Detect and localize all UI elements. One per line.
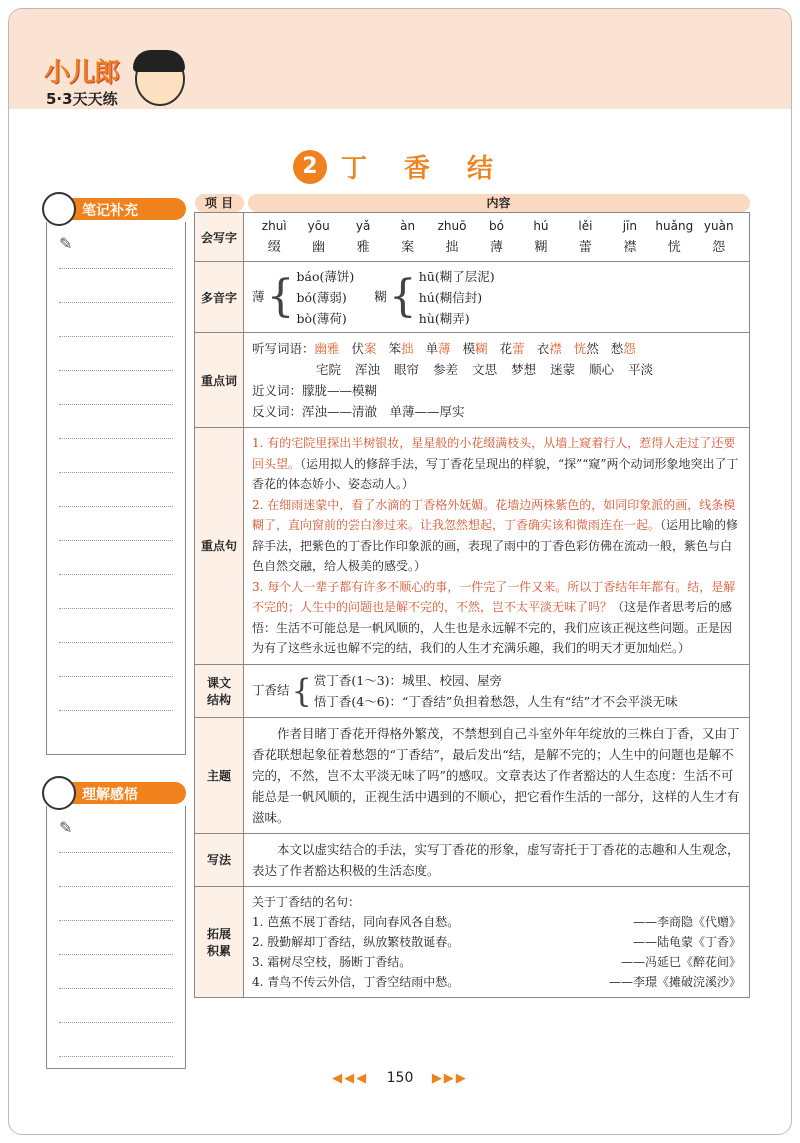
antonyms: 反义词：浑浊——清澈 单薄——厚实 bbox=[252, 404, 465, 419]
header-content: 内容 bbox=[248, 194, 750, 212]
dictation-word: 眼帘 bbox=[394, 362, 420, 377]
label-key-sentences: 重点句 bbox=[195, 428, 244, 665]
branch: 赏丁香(1～3)：城里、校园、屋旁 bbox=[313, 672, 503, 688]
notes-box[interactable] bbox=[46, 222, 186, 755]
writing-char bbox=[608, 216, 652, 258]
row-theme bbox=[195, 717, 750, 833]
pinyin: yǎ bbox=[355, 219, 371, 233]
reading: hù(糊弄) bbox=[418, 310, 470, 326]
brace-icon: { bbox=[266, 271, 295, 322]
avatar-icon bbox=[42, 776, 76, 810]
char: 襟 bbox=[623, 240, 637, 255]
writing-char bbox=[652, 216, 696, 258]
understanding-panel bbox=[46, 782, 186, 1069]
dictation-word: 参差 bbox=[433, 362, 459, 377]
lesson-title bbox=[0, 148, 800, 185]
writing-char bbox=[519, 216, 563, 258]
char: 怨 bbox=[712, 240, 726, 255]
pinyin: àn bbox=[400, 219, 416, 233]
writing-char bbox=[252, 216, 296, 258]
brace-icon: { bbox=[388, 271, 417, 322]
structure-branches bbox=[314, 670, 678, 712]
lesson-title-text: 丁 香 结 bbox=[340, 154, 508, 184]
pinyin-row bbox=[252, 216, 741, 258]
dictation-word: 文思 bbox=[472, 362, 498, 377]
sentence-2: 2. 在细雨迷蒙中，看了水滴的丁香格外妩媚。花墙边两株紫色的，如同印象派的画，线条模糊了，直向窗前的尝白渗过来。让我忽然想起，丁香确实该和微雨连在一起。（运用比喻的修辞手法，把紫色的丁香比作印象派的画，表现了雨中的丁香色彩仿佛在流动一般，紫色与白色自然交融，给人极美的感受。） bbox=[252, 497, 739, 573]
page-number: 150 bbox=[386, 1070, 414, 1086]
extension-intro: 关于丁香结的名句： bbox=[252, 894, 361, 909]
writing-char bbox=[563, 216, 607, 258]
header-item: 项 目 bbox=[195, 194, 244, 212]
pinyin: zhuō bbox=[437, 219, 467, 233]
avatar-icon bbox=[42, 192, 76, 226]
dictation-word: 模糊 bbox=[462, 341, 488, 356]
char: 拙 bbox=[445, 240, 459, 255]
dictation-word: 顺心 bbox=[589, 362, 615, 377]
prev-page-icon[interactable]: ◀◀◀ bbox=[332, 1071, 369, 1086]
reading: hú(糊信封) bbox=[418, 289, 483, 305]
pinyin: jīn bbox=[622, 219, 637, 233]
dictation-word: 衣襟 bbox=[536, 341, 562, 356]
reading: báo(薄饼) bbox=[296, 268, 355, 284]
label-method: 写法 bbox=[195, 833, 244, 886]
pinyin: huǎng bbox=[655, 219, 694, 233]
writing-char bbox=[697, 216, 741, 258]
row-structure bbox=[195, 664, 750, 717]
structure-root: 丁香结 bbox=[252, 682, 290, 697]
extension-line: 2. 殷勤解却丁香结，纵放繁枝散诞春。 ——陆龟蒙《丁香》 bbox=[252, 934, 741, 949]
char: 雅 bbox=[356, 240, 370, 255]
dictation-word: 花蕾 bbox=[499, 341, 525, 356]
row-extension bbox=[195, 886, 750, 997]
dictation-word: 愁怨 bbox=[610, 341, 636, 356]
understanding-box[interactable] bbox=[46, 806, 186, 1069]
label-writing-chars: 会写字 bbox=[195, 213, 244, 262]
understanding-header bbox=[46, 782, 186, 804]
polyphone-char-2: 糊 bbox=[374, 288, 387, 304]
dictation-word: 梦想 bbox=[511, 362, 537, 377]
polyphone-readings-2 bbox=[419, 266, 495, 329]
notes-header bbox=[46, 198, 186, 220]
label-polyphones: 多音字 bbox=[195, 262, 244, 333]
pinyin: bó bbox=[489, 219, 504, 233]
pinyin: zhuì bbox=[261, 219, 287, 233]
brace-icon: { bbox=[291, 671, 312, 710]
dictation-word: 笨拙 bbox=[388, 341, 414, 356]
sentence-1: 1. 有的宅院里探出半树银妆，星星般的小花缀满枝头，从墙上窥着行人，惹得人走过了还要回头望。（运用拟人的修辞手法，写丁香花呈现出的样貌，“探”“窥”两个动词形象地突出了丁香花的体态娇小、姿态动人。） bbox=[252, 436, 739, 491]
pinyin: yōu bbox=[307, 219, 330, 233]
dictation-line-1: 听写词语：幽雅 伏案 笨拙 单薄 模糊 花蕾 衣襟 恍然 愁怨 bbox=[252, 341, 636, 356]
dictation-line-2 bbox=[252, 359, 741, 380]
row-polyphones bbox=[195, 262, 750, 333]
row-key-sentences bbox=[195, 428, 750, 665]
notes-panel bbox=[46, 198, 186, 755]
pencil-icon: ✎ bbox=[59, 234, 73, 253]
notes-title: 笔记补充 bbox=[82, 203, 138, 219]
brand-logo bbox=[40, 50, 190, 112]
dictation-word: 单薄 bbox=[425, 341, 451, 356]
branch: 悟丁香(4～6)：“丁香结”负担着愁怨，人生有“结”才不会平淡无味 bbox=[313, 693, 678, 709]
lesson-number: 2 bbox=[293, 150, 327, 184]
extension-line: 3. 霜树尽空枝，肠断丁香结。 ——冯延巳《醉花间》 bbox=[252, 954, 741, 969]
writing-char bbox=[474, 216, 518, 258]
page-footer bbox=[0, 1070, 800, 1086]
polyphone-char-1: 薄 bbox=[252, 288, 265, 304]
method-text: 本文以虚实结合的手法，实写丁香花的形象，虚写寄托于丁香花的志趣和人生观念，表达了作者豁达积极的生活态度。 bbox=[244, 833, 750, 886]
polyphone-readings-1 bbox=[297, 266, 355, 329]
writing-char bbox=[296, 216, 340, 258]
label-structure: 课文 结构 bbox=[195, 664, 244, 717]
pinyin: lěi bbox=[578, 219, 593, 233]
char: 薄 bbox=[489, 240, 503, 255]
synonyms: 近义词：朦胧——模糊 bbox=[252, 383, 378, 398]
writing-char bbox=[341, 216, 385, 258]
understanding-title: 理解感悟 bbox=[82, 787, 138, 803]
row-writing-chars bbox=[195, 213, 750, 262]
pencil-icon: ✎ bbox=[59, 818, 73, 837]
dictation-word: 浑浊 bbox=[355, 362, 381, 377]
pinyin: hú bbox=[533, 219, 549, 233]
dictation-word: 伏案 bbox=[351, 341, 377, 356]
next-page-icon[interactable]: ▶▶▶ bbox=[431, 1071, 468, 1086]
mascot-hair bbox=[133, 50, 185, 72]
content-table bbox=[194, 194, 750, 998]
brand-name: 小儿郎 bbox=[44, 58, 120, 88]
reading: hū(糊了层泥) bbox=[418, 268, 495, 284]
reading: bò(薄荷) bbox=[296, 310, 347, 326]
extension-line: 1. 芭蕉不展丁香结，同向春风各自愁。 ——李商隐《代赠》 bbox=[252, 914, 741, 929]
dictation-word: 幽雅 bbox=[314, 341, 340, 356]
char: 糊 bbox=[534, 240, 548, 255]
row-key-words bbox=[195, 333, 750, 428]
brand-series: 5·3天天练 bbox=[46, 90, 118, 108]
char: 案 bbox=[401, 240, 415, 255]
dictation-word: 平淡 bbox=[628, 362, 654, 377]
char: 恍 bbox=[667, 240, 681, 255]
label-key-words: 重点词 bbox=[195, 333, 244, 428]
writing-char bbox=[385, 216, 429, 258]
dictation-word: 宅院 bbox=[316, 362, 342, 377]
dictation-word: 迷蒙 bbox=[550, 362, 576, 377]
sentence-3: 3. 每个人一辈子都有许多不顺心的事，一件完了一件又来。所以丁香结年年都有。结，是解不完的；人生中的问题也是解不完的，不然，岂不太平淡无味了吗？（这是作者思考后的感悟：生活不可能总是一帆风顺的，人生也是永远解不完的，我们应该正视这些问题。正是因为有了这些永远也解不完的结，我们的人生才充满乐趣，我们的明天才更加灿烂。） bbox=[252, 579, 736, 655]
pinyin: yuàn bbox=[703, 219, 734, 233]
char: 幽 bbox=[312, 240, 326, 255]
theme-text: 作者目睹丁香花开得格外繁茂，不禁想到自己斗室外年年绽放的三株白丁香，又由丁香花联想起象征着愁怨的“丁香结”，最后发出“结，是解不完的；人生中的问题也是解不完的，不然，岂不太平淡无味了吗”的感叹。文章表达了作者豁达的人生态度：生活不可能总是一帆风顺的，正视生活中遇到的不顺心，把它看作生活的一部分，这样的人生才有滋味。 bbox=[244, 717, 750, 833]
char: 缀 bbox=[267, 240, 281, 255]
writing-char bbox=[430, 216, 474, 258]
extension-line: 4. 青鸟不传云外信，丁香空结雨中愁。 ——李璟《摊破浣溪沙》 bbox=[252, 974, 741, 989]
dictation-word: 恍然 bbox=[573, 341, 599, 356]
reading: bó(薄弱) bbox=[296, 289, 347, 305]
row-method bbox=[195, 833, 750, 886]
label-theme: 主题 bbox=[195, 717, 244, 833]
char: 蕾 bbox=[578, 240, 592, 255]
label-extension: 拓展 积累 bbox=[195, 886, 244, 997]
